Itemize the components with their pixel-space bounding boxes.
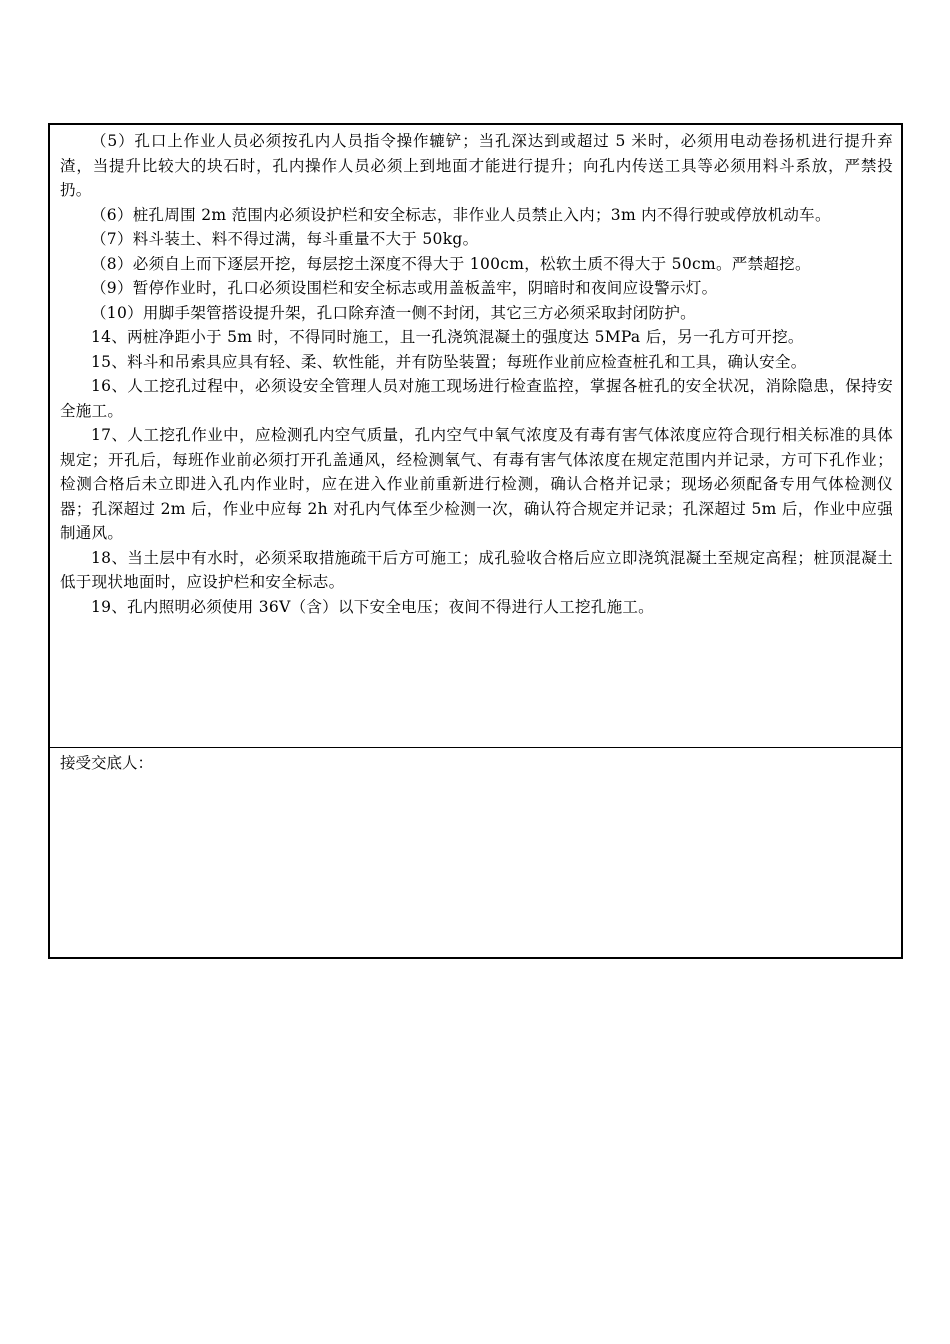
paragraph-clause-14: 14、两桩净距小于 5m 时，不得同时施工，且一孔浇筑混凝土的强度达 5MPa 后，另一孔方可开挖。 (91, 328, 804, 346)
paragraph-clause-16: 16、人工挖孔过程中，必须设安全管理人员对施工现场进行检查监控，掌握各桩孔的安全状况，消除隐患，保持安全施工。 (60, 377, 893, 420)
receiver-label: 接受交底人： (60, 754, 154, 772)
disclosure-table (48, 123, 903, 959)
paragraph-clause-15: 15、料斗和吊索具应具有轻、柔、软性能，并有防坠装置；每班作业前应检查桩孔和工具，确认安全。 (91, 352, 807, 371)
content-cell (50, 125, 901, 748)
paragraph-clause-17: 17、人工挖孔作业中，应检测孔内空气质量，孔内空气中氧气浓度及有毒有害气体浓度应符合现行相关标准的具体规定；开孔后，每班作业前必须打开孔盖通风，经检测氧气、有毒有害气体浓度在规定范围内并记录，方可下孔作业；检测合格后未立即进入孔内作业时，应在进入作业前重新进行检测，确认合格并记录；现场必须配备专用气体检测仪器；孔深超过 2m 后，作业中应每 2h 对孔内气体至少检测一次，确认符合规定并记录；孔深超过 5m 后，作业中应强制通风。 (60, 426, 893, 542)
paragraph-item-8: （8）必须自上而下逐层开挖，每层挖土深度不得大于 100cm，松软土质不得大于 50cm。严禁超挖。 (91, 254, 811, 273)
receiver-signature-cell (50, 748, 901, 957)
paragraph-item-5: （5）孔口上作业人员必须按孔内人员指令操作辘铲；当孔深达到或超过 5 米时，必须用电动卷扬机进行提升弃渣，当提升比较大的块石时，孔内操作人员必须上到地面才能进行提升；向孔内传送工具等必须用料斗系放，严禁投扔。 (60, 132, 893, 199)
paragraph-item-6: （6）桩孔周围 2m 范围内必须设护栏和安全标志，非作业人员禁止入内；3m 内不得行驶或停放机动车。 (91, 205, 831, 224)
paragraph-item-10: （10）用脚手架管搭设提升架，孔口除弃渣一侧不封闭，其它三方必须采取封闭防护。 (91, 303, 696, 322)
paragraph-item-7: （7）料斗装土、料不得过满，每斗重量不大于 50kg。 (91, 230, 479, 248)
paragraph-clause-19: 19、孔内照明必须使用 36V（含）以下安全电压；夜间不得进行人工挖孔施工。 (91, 597, 654, 616)
paragraph-clause-18: 18、当土层中有水时，必须采取措施疏干后方可施工；成孔验收合格后应立即浇筑混凝土至规定高程；桩顶混凝土低于现状地面时，应设护栏和安全标志。 (60, 548, 893, 591)
paragraph-item-9: （9）暂停作业时，孔口必须设围栏和安全标志或用盖板盖牢，阴暗时和夜间应设警示灯。 (91, 279, 718, 297)
